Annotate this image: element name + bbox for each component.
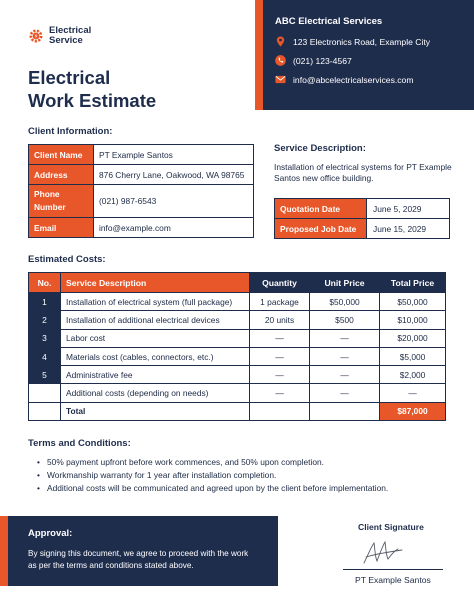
quotation-date-row bbox=[275, 199, 450, 219]
row-unit-price: $50,000 bbox=[310, 293, 380, 311]
signature-line bbox=[343, 569, 443, 570]
company-address-row bbox=[275, 35, 464, 48]
company-phone-row bbox=[275, 54, 464, 67]
approval-heading: Approval: bbox=[28, 528, 73, 539]
job-date-value: June 15, 2029 bbox=[367, 219, 450, 239]
company-contact-box bbox=[263, 0, 474, 110]
company-email-row bbox=[275, 73, 464, 86]
table-row bbox=[29, 384, 446, 402]
client-name-value: PT Example Santos bbox=[94, 145, 254, 165]
row-total-price: — bbox=[380, 384, 446, 402]
logo-line2: Service bbox=[49, 35, 83, 46]
signature-name: PT Example Santos bbox=[355, 575, 431, 585]
client-phone-value: (021) 987-6543 bbox=[94, 185, 254, 218]
table-row bbox=[29, 293, 446, 311]
client-address-label: Address bbox=[29, 165, 94, 185]
terms-heading: Terms and Conditions: bbox=[28, 438, 131, 449]
row-unit-price: — bbox=[310, 366, 380, 384]
list-item: • Workmanship warranty for 1 year after installation completion. bbox=[37, 469, 457, 482]
service-description-heading: Service Description: bbox=[274, 143, 366, 154]
gear-icon bbox=[28, 28, 44, 44]
total-label: Total bbox=[61, 402, 250, 420]
job-date-label: Proposed Job Date bbox=[275, 219, 367, 239]
row-unit-price: — bbox=[310, 384, 380, 402]
table-row bbox=[29, 329, 446, 347]
terms-list bbox=[37, 456, 457, 495]
row-description: Labor cost bbox=[61, 329, 250, 347]
row-description: Installation of additional electrical devices bbox=[61, 311, 250, 329]
estimated-costs-heading: Estimated Costs: bbox=[28, 254, 106, 265]
row-description: Installation of electrical system (full package) bbox=[61, 293, 250, 311]
row-no: 4 bbox=[29, 347, 61, 365]
row-no: 2 bbox=[29, 311, 61, 329]
row-unit-price: — bbox=[310, 347, 380, 365]
row-quantity: — bbox=[250, 366, 310, 384]
document-title bbox=[28, 66, 156, 112]
company-logo bbox=[28, 26, 91, 46]
phone-icon bbox=[275, 55, 286, 66]
row-no: 3 bbox=[29, 329, 61, 347]
signature-scribble bbox=[360, 537, 410, 569]
company-phone: (021) 123-4567 bbox=[293, 55, 352, 66]
row-no bbox=[29, 384, 61, 402]
row-quantity: 1 package bbox=[250, 293, 310, 311]
company-email: info@abcelectricalservices.com bbox=[293, 74, 414, 85]
col-header-no: No. bbox=[29, 273, 61, 293]
row-total-price: $5,000 bbox=[380, 347, 446, 365]
dates-table bbox=[274, 198, 450, 239]
client-row-name bbox=[29, 145, 254, 165]
row-quantity: 20 units bbox=[250, 311, 310, 329]
table-row bbox=[29, 311, 446, 329]
quotation-date-label: Quotation Date bbox=[275, 199, 367, 219]
row-description: Additional costs (depending on needs) bbox=[61, 384, 250, 402]
total-row-blank bbox=[310, 402, 380, 420]
row-no: 1 bbox=[29, 293, 61, 311]
location-pin-icon bbox=[275, 36, 286, 47]
col-header-total-price: Total Price bbox=[380, 273, 446, 293]
approval-box bbox=[8, 516, 278, 586]
mail-icon bbox=[275, 74, 286, 85]
client-row-phone bbox=[29, 185, 254, 218]
job-date-row bbox=[275, 219, 450, 239]
total-row bbox=[29, 402, 446, 420]
client-email-value: info@example.com bbox=[94, 218, 254, 238]
company-name: ABC Electrical Services bbox=[275, 16, 383, 27]
row-total-price: $50,000 bbox=[380, 293, 446, 311]
logo-text bbox=[49, 26, 91, 46]
row-no: 5 bbox=[29, 366, 61, 384]
col-header-quantity: Quantity bbox=[250, 273, 310, 293]
title-line2: Work Estimate bbox=[28, 90, 157, 111]
costs-table bbox=[28, 272, 446, 421]
signature-heading: Client Signature bbox=[358, 522, 424, 532]
approval-accent-bar bbox=[0, 516, 8, 586]
row-total-price: $20,000 bbox=[380, 329, 446, 347]
row-total-price: $10,000 bbox=[380, 311, 446, 329]
costs-header-row bbox=[29, 273, 446, 293]
quotation-date-value: June 5, 2029 bbox=[367, 199, 450, 219]
client-name-label: Client Name bbox=[29, 145, 94, 165]
table-row bbox=[29, 347, 446, 365]
client-info-table bbox=[28, 144, 254, 238]
table-row bbox=[29, 366, 446, 384]
company-address: 123 Electronics Road, Example City bbox=[293, 36, 431, 47]
row-quantity: — bbox=[250, 384, 310, 402]
row-unit-price: — bbox=[310, 329, 380, 347]
row-quantity: — bbox=[250, 347, 310, 365]
total-row-blank bbox=[250, 402, 310, 420]
col-header-unit-price: Unit Price bbox=[310, 273, 380, 293]
client-info-heading: Client Information: bbox=[28, 126, 113, 137]
client-row-email bbox=[29, 218, 254, 238]
row-total-price: $2,000 bbox=[380, 366, 446, 384]
col-header-description: Service Description bbox=[61, 273, 250, 293]
list-item: • Additional costs will be communicated and agreed upon by the client before implementation. bbox=[37, 482, 457, 495]
client-phone-label: Phone Number bbox=[29, 185, 94, 218]
client-address-value: 876 Cherry Lane, Oakwood, WA 98765 bbox=[94, 165, 254, 185]
row-description: Materials cost (cables, connectors, etc.) bbox=[61, 347, 250, 365]
total-row-blank bbox=[29, 402, 61, 420]
logo-line1: Electrical bbox=[49, 25, 92, 36]
list-item: • 50% payment upfront before work commences, and 50% upon completion. bbox=[37, 456, 457, 469]
row-quantity: — bbox=[250, 329, 310, 347]
row-description: Administrative fee bbox=[61, 366, 250, 384]
approval-text: By signing this document, we agree to proceed with the work as per the terms and conditions stated above. bbox=[28, 549, 249, 570]
row-unit-price: $500 bbox=[310, 311, 380, 329]
service-description-text: Installation of electrical systems for PT Example Santos new office building. bbox=[274, 162, 452, 183]
header-accent-bar bbox=[255, 0, 263, 110]
client-email-label: Email bbox=[29, 218, 94, 238]
client-row-address bbox=[29, 165, 254, 185]
total-value: $87,000 bbox=[380, 402, 446, 420]
title-line1: Electrical bbox=[28, 67, 111, 88]
